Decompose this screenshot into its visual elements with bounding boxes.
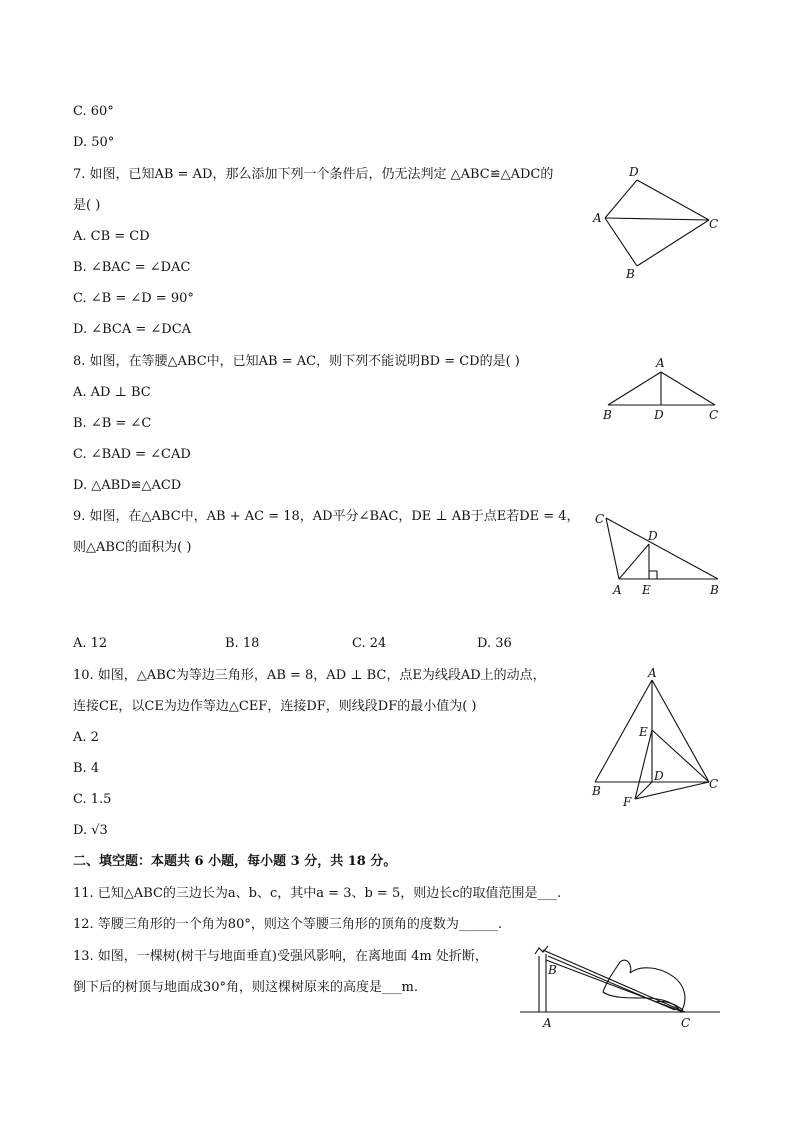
q9-option-c: C. 24 bbox=[352, 636, 387, 651]
q13-label-a: A bbox=[543, 1016, 552, 1030]
q8-option-a: A. AD ⊥ BC bbox=[73, 385, 151, 400]
q7-option-d: D. ∠BCA = ∠DCA bbox=[73, 322, 192, 337]
q9-stem-line2: 则△ABC的面积为( ) bbox=[73, 540, 192, 555]
q10-seg-ac bbox=[652, 680, 709, 782]
q13-stem-line2: 倒下后的树顶与地面成30°角，则这棵树原来的高度是___m. bbox=[73, 980, 419, 995]
q10-label-e: E bbox=[639, 725, 648, 739]
q13-break-mark bbox=[535, 946, 548, 954]
q8-option-b: B. ∠B = ∠C bbox=[73, 416, 152, 431]
q13-figure bbox=[515, 940, 725, 1032]
q13-stem-line1: 13. 如图，一棵树(树干与地面垂直)受强风影响，在离地面 4m 处折断， bbox=[73, 949, 488, 964]
q10-seg-ef bbox=[635, 730, 652, 799]
q11-text: 11. 已知△ABC的三边长为a、b、c，其中a = 3、b = 5，则边长c的取值范围是___. bbox=[73, 886, 562, 901]
q7-stem-line1: 7. 如图，已知AB = AD，那么添加下列一个条件后，仍无法判定 △ABC≌△ADC的 bbox=[73, 167, 554, 182]
q7-seg-ad bbox=[605, 180, 637, 218]
q7-label-a: A bbox=[593, 211, 602, 225]
q10-stem-line1: 10. 如图，△ABC为等边三角形，AB = 8，AD ⊥ BC，点E为线段AD上的动点， bbox=[73, 668, 546, 683]
q10-stem-line2: 连接CE，以CE为边作等边△CEF，连接DF，则线段DF的最小值为( ) bbox=[73, 699, 477, 714]
q6-option-d: D. 50° bbox=[73, 135, 115, 150]
q7-stem-line2: 是( ) bbox=[73, 198, 101, 213]
q9-label-b: B bbox=[710, 583, 719, 597]
q9-seg-cb bbox=[606, 518, 718, 579]
q10-option-c: C. 1.5 bbox=[73, 792, 112, 807]
q9-stem-line1: 9. 如图，在△ABC中，AB + AC = 18，AD平分∠BAC，DE ⊥ AB于点E若DE = 4， bbox=[73, 509, 580, 524]
q10-label-f: F bbox=[623, 795, 632, 809]
q7-figure bbox=[585, 158, 725, 283]
q7-label-c: C bbox=[709, 217, 719, 231]
q7-option-a: A. CB = CD bbox=[73, 229, 150, 244]
section2-heading: 二、填空题：本题共 6 小题，每小题 3 分，共 18 分。 bbox=[73, 854, 397, 869]
q7-label-b: B bbox=[626, 267, 635, 281]
q10-seg-fc bbox=[635, 782, 709, 799]
q8-seg-ac bbox=[661, 372, 715, 405]
q9-right-angle-mark bbox=[649, 571, 657, 579]
q9-option-a: A. 12 bbox=[73, 636, 108, 651]
q10-option-d: D. √3 bbox=[73, 823, 108, 838]
q8-figure bbox=[595, 352, 730, 428]
q10-label-c: C bbox=[709, 777, 719, 791]
q9-seg-ca bbox=[606, 518, 619, 579]
q8-seg-ab bbox=[608, 372, 661, 405]
q13-label-c: C bbox=[681, 1016, 691, 1030]
q7-seg-dc bbox=[637, 180, 709, 220]
q10-figure bbox=[585, 664, 725, 812]
q13-fallen-top bbox=[543, 950, 685, 1012]
q10-option-a: A. 2 bbox=[73, 730, 99, 745]
q13-label-b: B bbox=[548, 963, 557, 977]
q9-seg-ad bbox=[619, 544, 649, 579]
q9-label-d: D bbox=[648, 529, 658, 543]
q9-figure bbox=[590, 508, 730, 600]
q7-option-b: B. ∠BAC = ∠DAC bbox=[73, 260, 191, 275]
q9-label-e: E bbox=[642, 583, 651, 597]
q10-option-b: B. 4 bbox=[73, 761, 100, 776]
q7-option-c: C. ∠B = ∠D = 90° bbox=[73, 291, 194, 306]
q7-label-d: D bbox=[629, 165, 639, 179]
q8-stem: 8. 如图，在等腰△ABC中，已知AB = AC，则下列不能说明BD = CD的是( ) bbox=[73, 354, 520, 369]
q8-label-c: C bbox=[709, 408, 719, 422]
q10-label-d: D bbox=[654, 769, 664, 783]
q9-options bbox=[73, 635, 553, 653]
q8-label-a: A bbox=[656, 356, 665, 370]
q12-text: 12. 等腰三角形的一个角为80°，则这个等腰三角形的顶角的度数为______. bbox=[73, 917, 502, 932]
q7-seg-bc bbox=[637, 220, 709, 266]
q7-seg-ab bbox=[605, 218, 637, 266]
q10-label-a: A bbox=[648, 666, 657, 680]
q9-label-c: C bbox=[595, 512, 605, 526]
q9-label-a: A bbox=[613, 583, 622, 597]
q8-label-b: B bbox=[603, 408, 612, 422]
q10-label-b: B bbox=[592, 784, 601, 798]
q9-option-d: D. 36 bbox=[477, 636, 512, 651]
q9-option-b: B. 18 bbox=[225, 636, 260, 651]
q8-label-d: D bbox=[654, 408, 664, 422]
q8-option-c: C. ∠BAD = ∠CAD bbox=[73, 447, 191, 462]
q8-option-d: D. △ABD≌△ACD bbox=[73, 478, 182, 493]
q7-seg-ac bbox=[605, 218, 709, 220]
q6-option-c: C. 60° bbox=[73, 104, 114, 119]
